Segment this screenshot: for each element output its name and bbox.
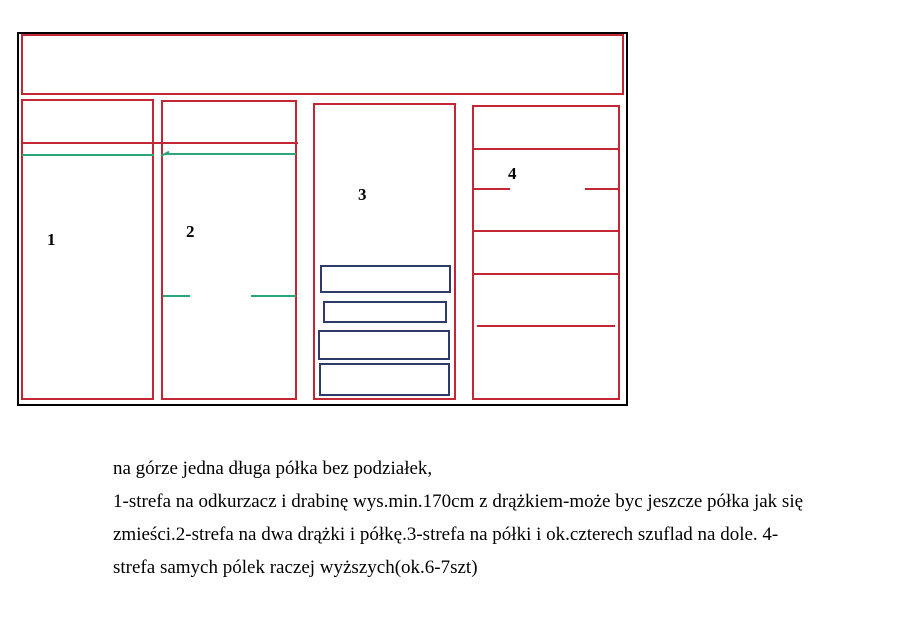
drawer-1 [320, 265, 451, 293]
section-4-label: 4 [508, 164, 517, 183]
top-shelf-area [21, 34, 624, 95]
drawer-4 [319, 363, 450, 396]
rod-mark-right-section-2 [251, 295, 296, 297]
section-2-label: 2 [186, 222, 195, 241]
rod-mark-left-section-2 [163, 295, 190, 297]
notes-block [113, 452, 913, 584]
shelf-line-5-section-4 [477, 325, 615, 327]
shelf-line-3-section-4 [472, 230, 620, 232]
shelf-mark-section-2 [165, 153, 296, 155]
shelf-line-4-section-4 [472, 273, 620, 275]
shelf-line-1-section-4 [472, 148, 620, 150]
section-1-compartment [21, 99, 154, 400]
shelf-line-2-left-section-4 [472, 188, 510, 190]
drawer-2 [323, 301, 447, 323]
section-1-label: 1 [47, 230, 56, 249]
note-line-4: strefa samych pólek raczej wyższych(ok.6-7szt) [113, 557, 478, 578]
shelf-line-2-right-section-4 [585, 188, 620, 190]
rod-line-sections-1-2 [21, 142, 298, 144]
note-line-1: na górze jedna długa półka bez podziałek, [113, 458, 433, 479]
note-line-2: 1-strefa na odkurzacz i drabinę wys.min.170cm z drążkiem-może byc jeszcze półka jak się [113, 491, 804, 512]
note-line-3: zmieści.2-strefa na dwa drążki i półkę.3-strefa na półki i ok.czterech szuflad na dole. 4- [113, 524, 779, 545]
section-2-compartment [161, 100, 297, 400]
shelf-mark-section-1 [22, 154, 154, 156]
drawer-3 [318, 330, 450, 360]
section-3-label: 3 [358, 185, 367, 204]
